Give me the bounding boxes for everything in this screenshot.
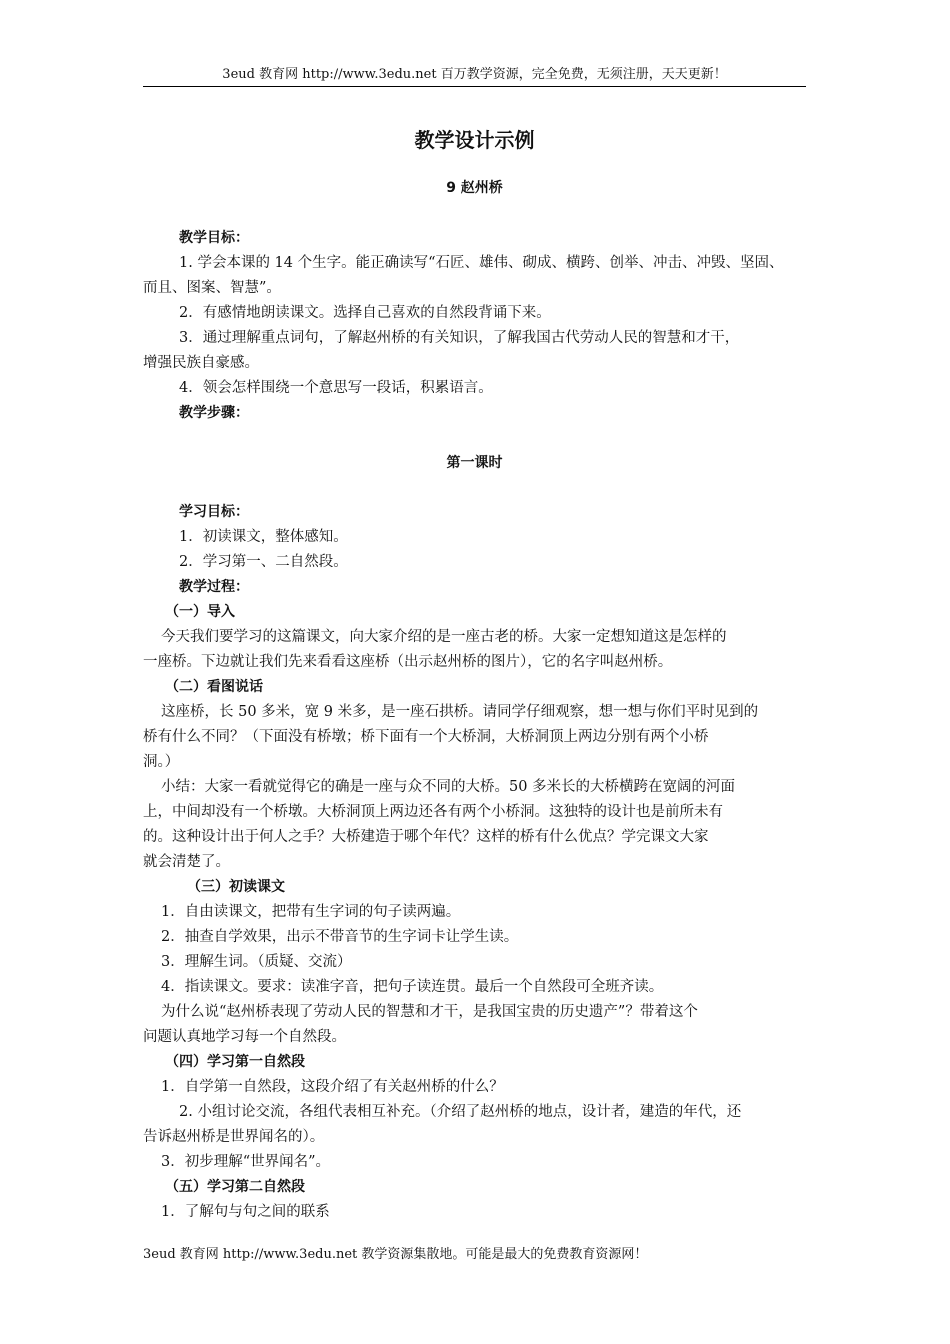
study-goal-line: 2．学习第一、二自然段。 — [179, 554, 348, 570]
goal-line: 1. 学会本课的 14 个生字。能正确读写“石匠、雄伟、砌成、横跨、创举、冲击、冲毁、坚固、 — [179, 255, 784, 271]
steps-heading: 教学步骤： — [179, 405, 249, 421]
page-footer: 3eud 教育网 http://www.3edu.net 教学资源集散地。可能是最大的免费教育资源网！ — [143, 1247, 648, 1262]
paragraph-line: 2．抽查自学效果，出示不带音节的生字词卡让学生读。 — [161, 929, 519, 945]
paragraph-line: 小结：大家一看就觉得它的确是一座与众不同的大桥。50 多米长的大桥横跨在宽阔的河面 — [161, 779, 736, 795]
section-heading: （三）初读课文 — [187, 879, 285, 895]
paragraph-line: 3．理解生词。（质疑、交流） — [161, 954, 352, 970]
section-heading: （二）看图说话 — [165, 679, 263, 695]
section-heading: （五）学习第二自然段 — [165, 1179, 305, 1195]
paragraph-line: 1．自由读课文，把带有生字词的句子读两遍。 — [161, 904, 461, 920]
paragraph-line: 的。这种设计出于何人之手？大桥建造于哪个年代？这样的桥有什么优点？学完课文大家 — [143, 829, 709, 845]
goal-line: 3．通过理解重点词句，了解赵州桥的有关知识，了解我国古代劳动人民的智慧和才干， — [179, 330, 740, 346]
goal-line: 增强民族自豪感。 — [143, 355, 259, 371]
paragraph-line: 问题认真地学习每一个自然段。 — [143, 1029, 346, 1045]
paragraph-line: 一座桥。下边就让我们先来看看这座桥（出示赵州桥的图片），它的名字叫赵州桥。 — [143, 654, 673, 670]
paragraph-line: 就会清楚了。 — [143, 854, 230, 870]
section-heading: （四）学习第一自然段 — [165, 1054, 305, 1070]
paragraph-line: 洞。） — [143, 754, 180, 770]
goal-line: 而且、图案、智慧”。 — [143, 280, 281, 296]
lesson-title: 第一课时 — [446, 455, 503, 471]
goal-line: 4．领会怎样围绕一个意思写一段话，积累语言。 — [179, 380, 493, 396]
paragraph-line: 1．了解句与句之间的联系 — [161, 1204, 330, 1220]
paragraph-line: 告诉赵州桥是世界闻名的）。 — [143, 1129, 325, 1145]
lesson-body — [143, 500, 808, 1225]
paragraph-line: 1．自学第一自然段，这段介绍了有关赵州桥的什么？ — [161, 1079, 504, 1095]
lesson-subtitle: 9 赵州桥 — [446, 180, 503, 196]
page-header: 3eud 教育网 http://www.3edu.net 百万教学资源，完全免费，无须注册，天天更新！ — [143, 66, 806, 87]
process-heading: 教学过程： — [179, 579, 249, 595]
paragraph-line: 上，中间却没有一个桥墩。大桥洞顶上两边还各有两个小桥洞。这独特的设计也是前所未有 — [143, 804, 723, 820]
teaching-goals — [143, 226, 808, 426]
goals-heading: 教学目标： — [179, 230, 249, 246]
paragraph-line: 这座桥，长 50 多米，宽 9 米多，是一座石拱桥。请同学仔细观察，想一想与你们平时见到的 — [161, 704, 759, 720]
section-heading: （一）导入 — [165, 604, 235, 620]
paragraph-line: 为什么说“赵州桥表现了劳动人民的智慧和才干，是我国宝贵的历史遗产”？带着这个 — [161, 1004, 698, 1020]
paragraph-line: 4．指读课文。要求：读准字音，把句子读连贯。最后一个自然段可全班齐读。 — [161, 979, 664, 995]
study-goal-line: 1．初读课文，整体感知。 — [179, 529, 348, 545]
document-title: 教学设计示例 — [414, 128, 535, 152]
paragraph-line: 今天我们要学习的这篇课文，向大家介绍的是一座古老的桥。大家一定想知道这是怎样的 — [161, 629, 727, 645]
paragraph-line: 2. 小组讨论交流，各组代表相互补充。（介绍了赵州桥的地点，设计者，建造的年代，还 — [179, 1104, 742, 1120]
paragraph-line: 桥有什么不同？（下面没有桥墩；桥下面有一个大桥洞，大桥洞顶上两边分别有两个小桥 — [143, 729, 709, 745]
paragraph-line: 3．初步理解“世界闻名”。 — [161, 1154, 331, 1170]
goal-line: 2．有感情地朗读课文。选择自己喜欢的自然段背诵下来。 — [179, 305, 551, 321]
study-goals-heading: 学习目标： — [179, 504, 249, 520]
